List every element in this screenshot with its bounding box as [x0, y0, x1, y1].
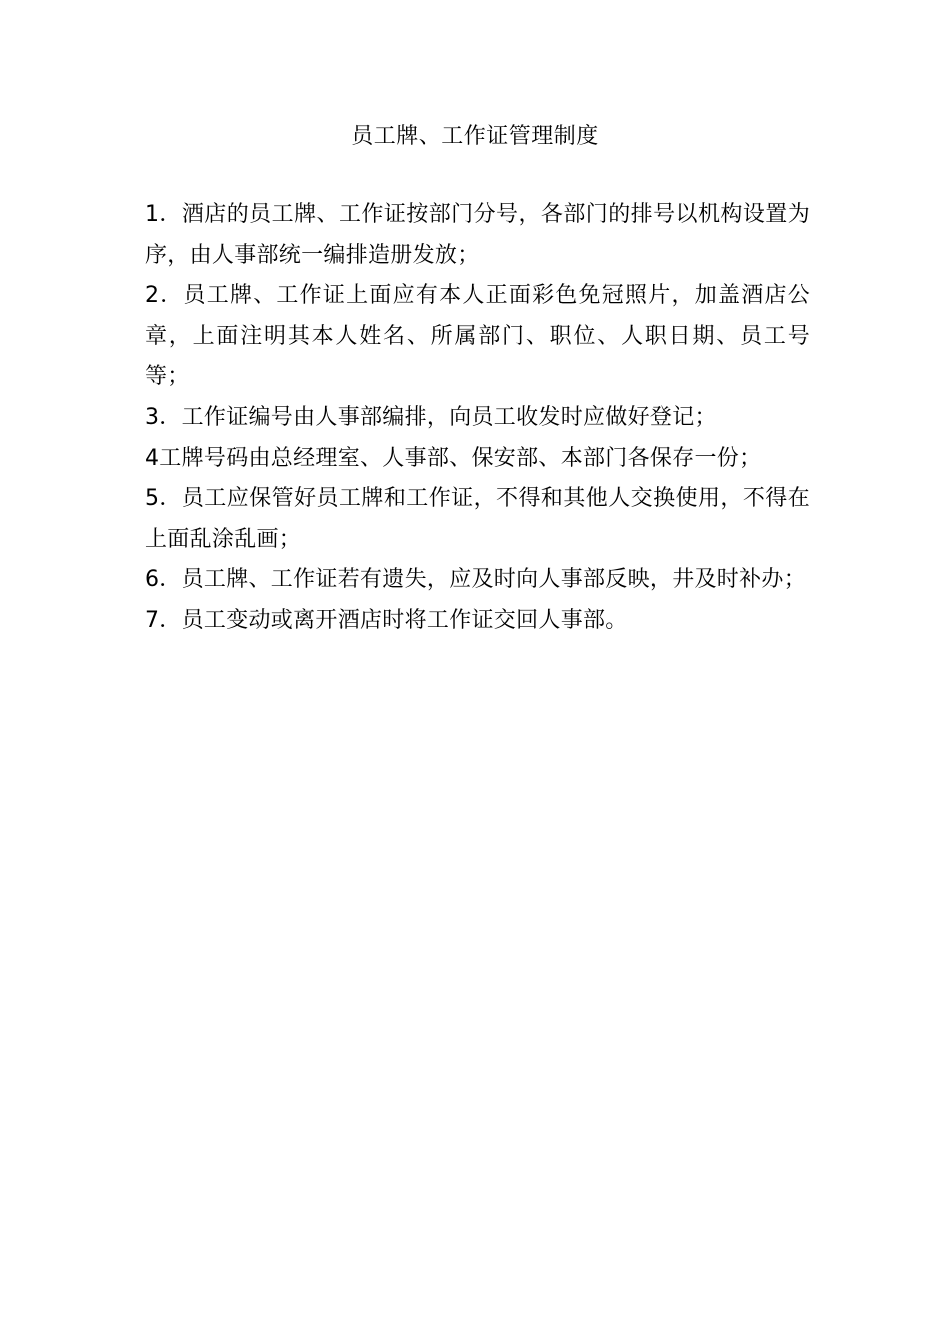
rule-item-7: 7．员工变动或离开酒店时将工作证交回人事部。	[145, 607, 628, 633]
rule-item-2: 2．员工牌、工作证上面应有本人正面彩色免冠照片，加盖酒店公章，上面注明其本人姓名、所属部门、职位、人职日期、员工号等；	[145, 283, 810, 390]
rule-item-1: 1．酒店的员工牌、工作证按部门分号，各部门的排号以机构设置为序，由人事部统一编排造册发放；	[145, 202, 810, 268]
rule-item-4: 4工牌号码由总经理室、人事部、保安部、本部门各保存一份；	[145, 445, 762, 471]
document-title: 员工牌、工作证管理制度	[351, 124, 599, 149]
rule-item-6: 6．员工牌、工作证若有遗失，应及时向人事部反映，井及时补办；	[145, 567, 806, 593]
rule-item-3: 3．工作证编号由人事部编排，向员工收发时应做好登记；	[145, 404, 717, 430]
rule-item-5: 5．员工应保管好员工牌和工作证，不得和其他人交换使用，不得在上面乱涂乱画；	[145, 486, 810, 552]
rules-list	[145, 195, 810, 642]
